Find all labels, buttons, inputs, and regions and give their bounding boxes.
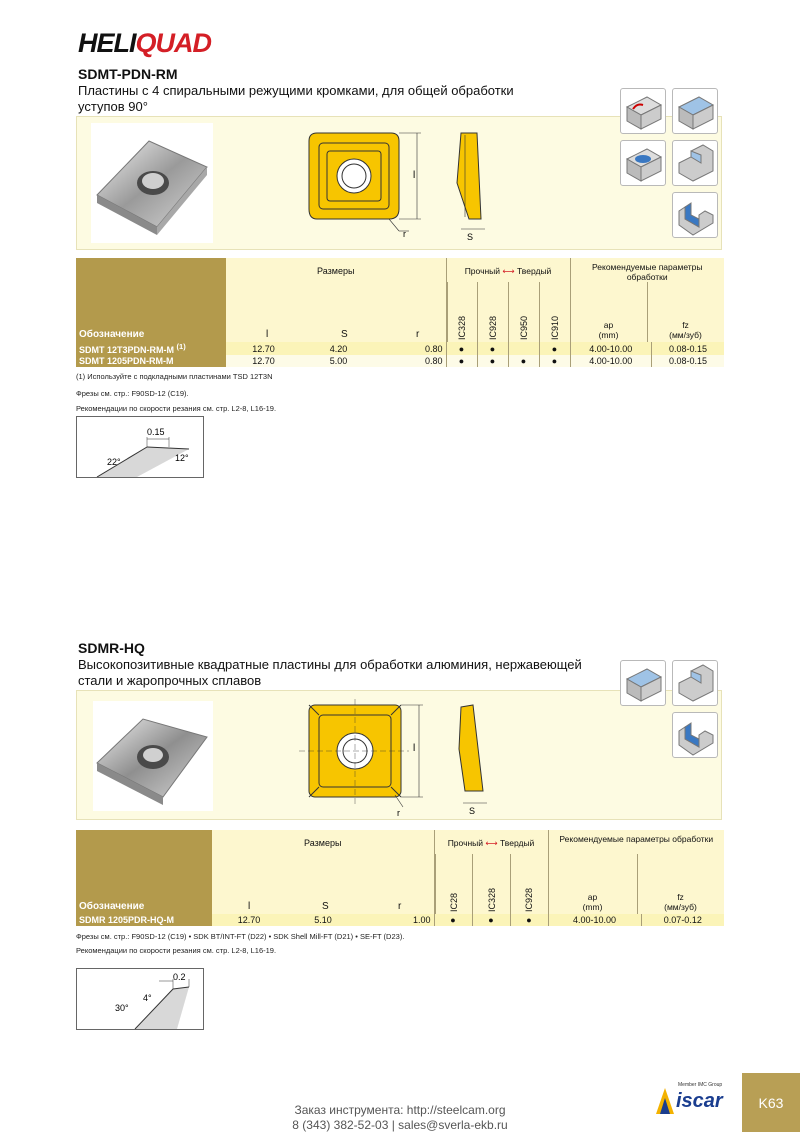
dim-r-label: r: [403, 229, 406, 239]
face-milling-icon: [672, 88, 718, 134]
arrow-icon: ⟷: [485, 838, 498, 848]
col-r: r: [398, 901, 402, 912]
arrow-icon: ⟷: [502, 266, 515, 276]
col-tough: Прочный: [464, 266, 501, 276]
grade-header: IC910: [549, 315, 560, 340]
section2-title: SDMR-HQ: [78, 640, 145, 656]
section1-subtitle: Пластины с 4 спиральными режущими кромками, для общей обработки уступов 90°: [78, 83, 514, 114]
dim-s-label: S: [469, 806, 476, 816]
section1-edge-geometry: [76, 416, 204, 478]
table-row: SDMR 1205PDR-HQ-M 12.70 5.10 1.00 ● ● ● 4.00-10.00 0.07-0.12: [76, 914, 724, 926]
col-dimensions: Размеры: [304, 838, 342, 848]
designation-cell: SDMT 1205PDN-RM-M: [76, 355, 226, 367]
insert-photo: [91, 123, 213, 243]
iscar-emblem-icon: [656, 1088, 674, 1114]
col-ap: ap: [587, 892, 598, 902]
insert-top-view-drawing: [299, 123, 439, 243]
insert-side-view-drawing: [449, 699, 509, 819]
footer-contact-line: 8 (343) 382-52-03 | sales@sverla-ekb.ru: [292, 1118, 508, 1132]
col-l: l: [266, 329, 269, 340]
designation-cell: SDMT 12T3PDN-RM-M: [79, 345, 175, 355]
col-hard: Твердый: [499, 838, 535, 848]
col-r: r: [416, 329, 420, 340]
face-milling-icon: [620, 660, 666, 706]
step-milling-icon: [672, 140, 718, 186]
col-hard: Твердый: [516, 266, 552, 276]
section2-edge-geometry: [76, 968, 204, 1030]
section2-spec-table: Обозначение Размеры l S r Прочный ⟷ Твердый IC28 IC328 IC928 Рекомендуемые параметры обработки ap (mm) fz (мм/зуб) SDMR 1205PDR-HQ-M 12.70 5.10 1.00 ● ● ● 4.00-10.00 0.07-0.12: [76, 830, 724, 926]
step-milling-icon: [672, 660, 718, 706]
dim-r-label: r: [397, 808, 400, 818]
insert-photo: [93, 701, 213, 811]
table-row: SDMT 1205PDN-RM-M 12.70 5.00 0.80 ● ● ● ● 4.00-10.00 0.08-0.15: [76, 355, 724, 367]
slot-milling-icon: [672, 192, 718, 238]
col-designation: Обозначение: [76, 258, 226, 342]
insert-side-view-drawing: [447, 123, 507, 243]
footer-order-line: Заказ инструмента: http://steelcam.org: [294, 1103, 506, 1117]
cutters-note: Фрезы см. стр.: F90SD-12 (C19) • SDK BT/INT-FT (D22) • SDK Shell Mill-FT (D21) • SE-FT (D23).: [76, 932, 405, 941]
col-designation: Обозначение: [76, 830, 212, 914]
section1-title: SDMT-PDN-RM: [78, 66, 178, 82]
speed-note: Рекомендации по скорости резания см. стр. L2-8, L16-19.: [76, 946, 277, 955]
page-number: K63: [742, 1073, 800, 1132]
grade-header: IC950: [518, 315, 529, 340]
insert-top-view-drawing: [299, 699, 439, 819]
grade-header: IC28: [448, 892, 459, 912]
shoulder-milling-icon: [620, 88, 666, 134]
angle2-label: 12°: [175, 453, 189, 463]
footnote: (1) Используйте с подкладными пластинами TSD 12T3N: [76, 372, 273, 381]
col-recommended: Рекомендуемые параметры обработки: [591, 262, 703, 282]
dim-l-label: l: [413, 170, 416, 181]
slot-milling-icon: [672, 712, 718, 758]
section2-operation-icons: [612, 658, 722, 768]
angle2-label: 4°: [143, 993, 152, 1003]
col-ap: ap: [603, 320, 614, 330]
heliquad-logo: HELIQUAD: [78, 28, 212, 58]
dim-s-label: S: [467, 232, 474, 242]
land-width-label: 0.15: [147, 427, 165, 437]
iscar-logo: Member IMC Group iscar: [656, 1082, 736, 1122]
col-recommended: Рекомендуемые параметры обработки: [559, 834, 714, 844]
pocket-milling-icon: [620, 140, 666, 186]
dim-l-label: l: [413, 743, 416, 754]
grade-header: IC328: [486, 887, 497, 912]
col-fz: fz: [677, 892, 684, 902]
section1-operation-icons: [612, 86, 722, 246]
angle1-label: 22°: [107, 457, 121, 467]
section2-subtitle: Высокопозитивные квадратные пластины для обработки алюминия, нержавеющей стали и жаропрочных сплавов: [78, 657, 582, 688]
col-s: S: [322, 901, 329, 912]
land-width-label: 0.2: [173, 972, 186, 982]
grade-header: IC928: [488, 315, 499, 340]
speed-note: Рекомендации по скорости резания см. стр. L2-8, L16-19.: [76, 404, 277, 413]
cutters-note: Фрезы см. стр.: F90SD-12 (C19).: [76, 389, 189, 398]
col-fz: fz: [682, 320, 689, 330]
grade-header: IC328: [457, 315, 468, 340]
designation-cell: SDMR 1205PDR-HQ-M: [76, 914, 212, 926]
col-s: S: [341, 329, 348, 340]
col-l: l: [248, 901, 251, 912]
table-row: SDMT 12T3PDN-RM-M $^{(1)}$ 12.70 4.20 0.80 ● ● ● 4.00-10.00 0.08-0.15: [76, 342, 724, 355]
section1-spec-table: Обозначение Размеры l S r Прочный ⟷ Твердый IC328 IC928 IC950 IC910 Рекомендуемые параметры обработки ap (mm) fz (мм/зуб) SDMT 12T3PDN-RM-M $^{(1)}$ 12.70 4.20 0.80 ● ● ● 4.00-10.00 0.08-0.15 SDMT 1205PDN-RM-M 12.70 5.00 0.80 ● ● ● ● 4.00-10.00 0.08-0.15: [76, 258, 724, 367]
grade-header: IC928: [524, 887, 535, 912]
angle1-label: 30°: [115, 1003, 129, 1013]
col-dimensions: Размеры: [317, 266, 355, 276]
col-tough: Прочный: [447, 838, 484, 848]
